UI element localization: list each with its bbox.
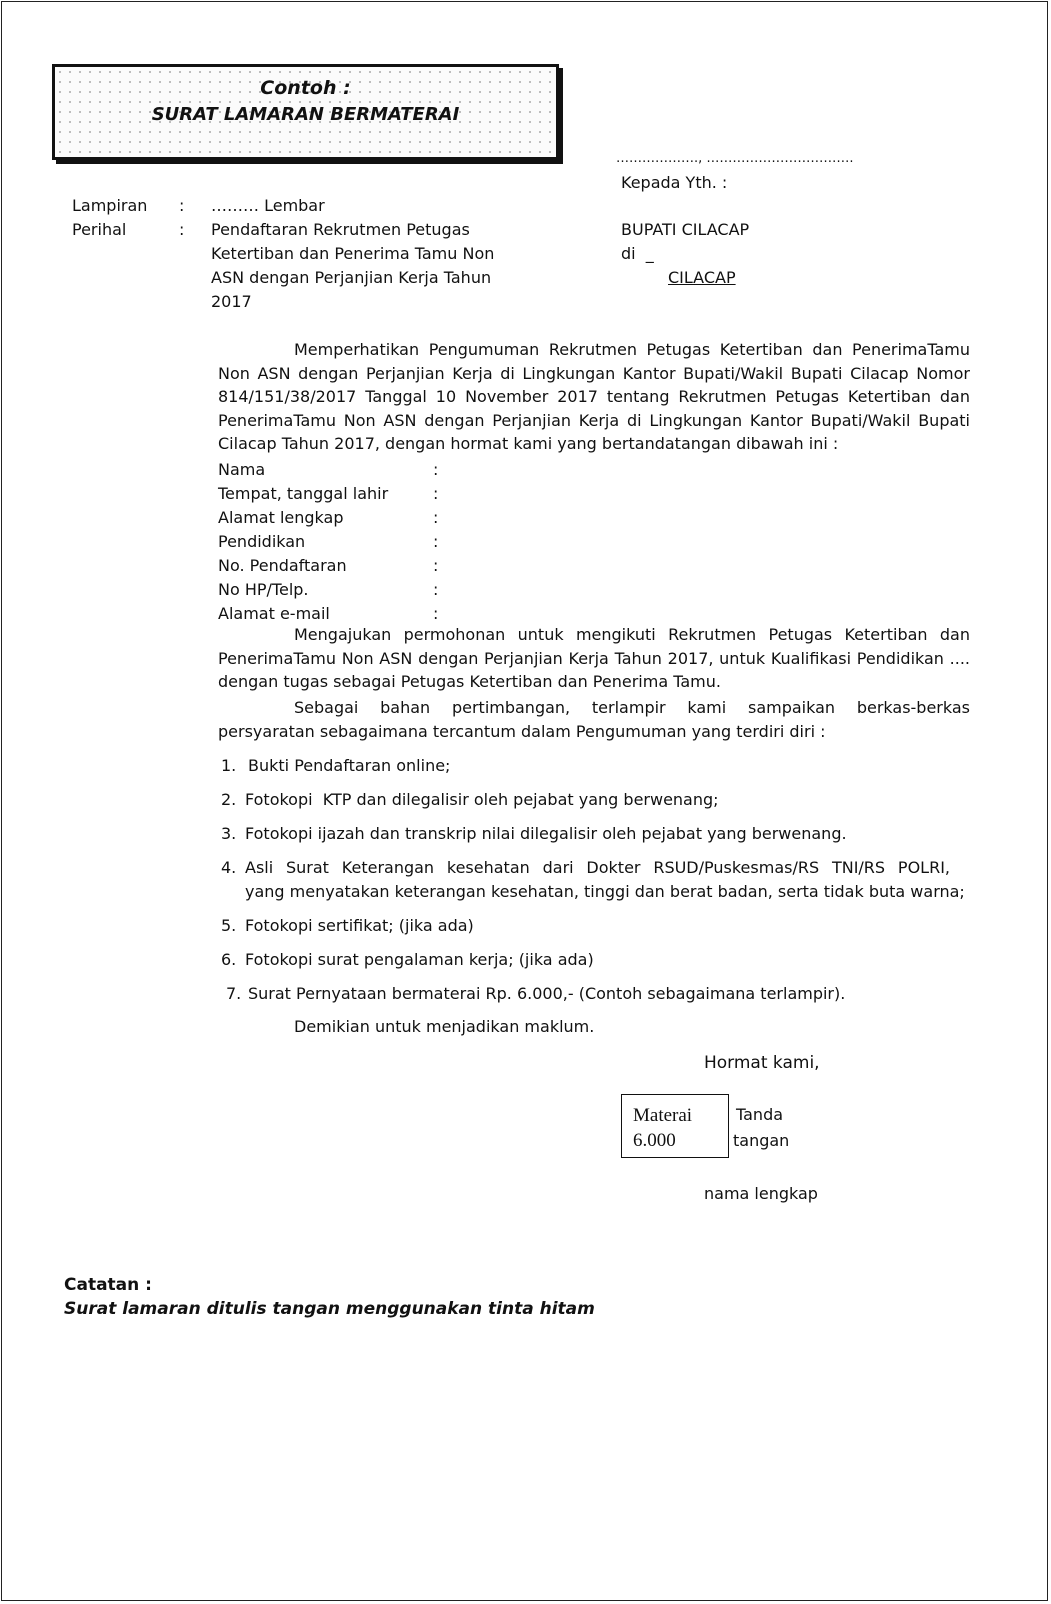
field-label-phone: No HP/Telp.	[218, 580, 309, 599]
field-label-nama: Nama	[218, 460, 266, 479]
stamp-duty-box	[621, 1094, 729, 1158]
list-item: Fotokopi surat pengalaman kerja; (jika ada)	[245, 950, 594, 969]
field-label-address: Alamat lengkap	[218, 508, 344, 527]
field-label-email: Alamat e-mail	[218, 604, 330, 623]
field-colon: :	[433, 580, 439, 599]
stamp-duty-text	[633, 1103, 692, 1153]
lampiran-label: Lampiran	[72, 196, 148, 215]
full-name-label: nama lengkap	[704, 1184, 818, 1203]
title-example-label: Contoh :	[260, 77, 351, 99]
perihal-line: ASN dengan Perjanjian Kerja Tahun	[211, 268, 492, 287]
list-item-number: 2.	[221, 790, 237, 809]
field-colon: :	[433, 508, 439, 527]
note-heading: Catatan :	[64, 1275, 152, 1295]
field-label-birth: Tempat, tanggal lahir	[218, 484, 389, 503]
list-item: Surat Pernyataan bermaterai Rp. 6.000,- (Contoh sebagaimana terlampir).	[248, 984, 846, 1003]
recipient-city: CILACAP	[668, 268, 736, 287]
title-heading: SURAT LAMARAN BERMATERAI	[151, 104, 460, 125]
list-item: Fotokopi ijazah dan transkrip nilai dilegalisir oleh pejabat yang berwenang.	[245, 824, 847, 843]
list-item-number: 5.	[221, 916, 237, 935]
attachments-paragraph-text: Sebagai bahan pertimbangan, terlampir kami sampaikan berkas-berkas persyaratan sebagaimana tercantum dalam Pengumuman yang terdiri diri :	[218, 698, 970, 741]
recipient-name: BUPATI CILACAP	[621, 220, 750, 239]
date-line: ………………., …………………………….	[616, 151, 854, 166]
note-text: Surat lamaran ditulis tangan menggunakan tinta hitam	[64, 1299, 595, 1319]
perihal-line: 2017	[211, 292, 252, 311]
application-paragraph	[218, 623, 970, 694]
signature-label-2: tangan	[733, 1131, 790, 1150]
field-label-education: Pendidikan	[218, 532, 306, 551]
list-item-number: 1.	[221, 756, 237, 775]
field-colon: :	[433, 556, 439, 575]
intro-paragraph-text: Memperhatikan Pengumuman Rekrutmen Petugas Ketertiban dan PenerimaTamu Non ASN dengan Perjanjian Kerja di Lingkungan Kantor Bupati/Wakil Bupati Cilacap Nomor 814/151/38/2017 Tanggal 10 November 2017 tentang Rekrutmen Petugas Ketertiban dan PenerimaTamu Non ASN dengan Perjanjian Kerja di Lingkungan Kantor Bupati/Wakil Bupati Cilacap Tahun 2017, dengan hormat kami yang bertandatangan dibawah ini :	[218, 340, 970, 453]
signature-label: Tanda	[736, 1105, 784, 1124]
field-colon: :	[433, 460, 439, 479]
field-label-registration: No. Pendaftaran	[218, 556, 347, 575]
intro-paragraph	[218, 338, 970, 456]
perihal-label: Perihal	[72, 220, 127, 239]
recipient-greeting: Kepada Yth. :	[621, 173, 728, 192]
attachments-paragraph	[218, 696, 970, 743]
perihal-colon: :	[179, 220, 185, 239]
list-item-number: 4.	[221, 858, 237, 877]
list-item: Fotokopi KTP dan dilegalisir oleh pejabat yang berwenang;	[245, 790, 719, 809]
recipient-di: di _	[621, 244, 654, 263]
list-item: Asli Surat Keterangan kesehatan dari Dokter RSUD/Puskesmas/RS TNI/RS POLRI,	[245, 858, 950, 877]
list-item: Fotokopi sertifikat; (jika ada)	[245, 916, 474, 935]
field-colon: :	[433, 484, 439, 503]
list-item-number: 6.	[221, 950, 237, 969]
regards: Hormat kami,	[704, 1053, 820, 1073]
application-paragraph-text: Mengajukan permohonan untuk mengikuti Rekrutmen Petugas Ketertiban dan PenerimaTamu Non ASN dengan Perjanjian Kerja Tahun 2017, untuk Kualifikasi Pendidikan .... dengan tugas sebagai Petugas Ketertiban dan Penerima Tamu.	[218, 625, 970, 691]
stamp-duty-label: Materai	[633, 1105, 693, 1126]
list-item-number: 7.	[226, 984, 242, 1003]
stamp-duty-value: 6.000	[633, 1130, 676, 1151]
title-box	[52, 64, 559, 160]
perihal-line: Ketertiban dan Penerima Tamu Non	[211, 244, 495, 263]
list-item: Bukti Pendaftaran online;	[248, 756, 451, 775]
list-item-number: 3.	[221, 824, 237, 843]
perihal-line: Pendaftaran Rekrutmen Petugas	[211, 220, 470, 239]
field-colon: :	[433, 532, 439, 551]
list-item-continuation: yang menyatakan keterangan kesehatan, tinggi dan berat badan, serta tidak buta warna;	[245, 882, 965, 901]
closing-sentence: Demikian untuk menjadikan maklum.	[294, 1017, 595, 1036]
lampiran-colon: :	[179, 196, 185, 215]
field-colon: :	[433, 604, 439, 623]
lampiran-value: ……… Lembar	[211, 196, 325, 215]
